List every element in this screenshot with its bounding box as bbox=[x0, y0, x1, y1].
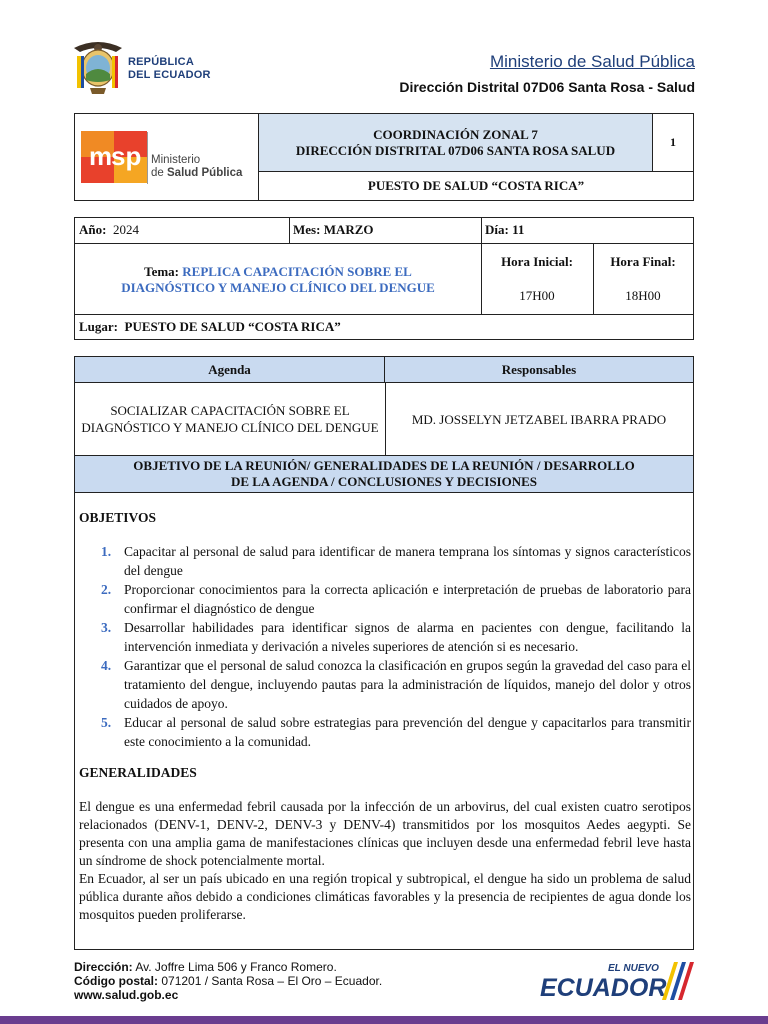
coordination-title-line-1: COORDINACIÓN ZONAL 7 bbox=[373, 126, 538, 142]
end-time-value: 18H00 bbox=[625, 288, 661, 303]
website-link[interactable]: www.salud.gob.ec bbox=[74, 988, 179, 1002]
generalidades-paragraph-2: En Ecuador, al ser un país ubicado en una región tropical y subtropical, el dengue ha sido un problema de salud pública durante años debido a condiciones climáticas favorables y la presencia de recipientes de agua donde los mosquitos pueden proliferarse. bbox=[79, 871, 691, 922]
responsable-name: MD. JOSSELYN JETZABEL IBARRA PRADO bbox=[411, 411, 667, 427]
footer-website[interactable] bbox=[74, 988, 382, 1002]
republic-wordmark bbox=[128, 56, 211, 82]
month-label: Mes: bbox=[293, 222, 321, 237]
msp-logo-line-2-bold: Salud Pública bbox=[167, 167, 243, 179]
topic-label: Tema: bbox=[144, 263, 180, 279]
year-field bbox=[79, 222, 139, 238]
logo-small-text: EL NUEVO bbox=[608, 963, 659, 974]
msp-logo-line-2 bbox=[151, 167, 242, 180]
el-nuevo-ecuador-logo bbox=[540, 958, 696, 1002]
list-number: 1. bbox=[101, 544, 112, 559]
coordination-title-cell bbox=[259, 114, 653, 172]
topic-value-line-2: DIAGNÓSTICO Y MANEJO CLÍNICO DEL DENGUE bbox=[121, 279, 435, 295]
start-time-label: Hora Inicial: bbox=[501, 254, 573, 269]
republic-line-1: REPÚBLICA bbox=[128, 56, 194, 68]
end-time-label: Hora Final: bbox=[610, 254, 676, 269]
agenda-column-header: Agenda bbox=[75, 357, 385, 383]
list-text: Garantizar que el personal de salud conozca la clasificación en grupos según la gravedad del caso para el tratamiento del dengue, incluyendo pautas para la administración de líquidos, manejo del dolor y otros cuidados de apoyo. bbox=[124, 658, 691, 711]
page-number: 1 bbox=[653, 114, 693, 172]
list-text: Capacitar al personal de salud para identificar de manera temprana los síntomas y signos característicos del dengue bbox=[124, 544, 691, 578]
objectives-list bbox=[79, 542, 691, 751]
month-field bbox=[293, 222, 374, 238]
ministry-title: Ministerio de Salud Pública bbox=[489, 52, 695, 71]
svg-text:m: m bbox=[89, 141, 113, 171]
document-header-table bbox=[74, 113, 694, 201]
postal-label: Código postal: bbox=[74, 974, 158, 988]
postal-value: 071201 / Santa Rosa – El Oro – Ecuador. bbox=[161, 974, 383, 988]
list-text: Desarrollar habilidades para identificar signos de alarma en pacientes con dengue, facilitando la intervención inmediata y derivación a niveles superiores de atención si es necesario. bbox=[124, 620, 691, 654]
msp-logo-line-1: Ministerio bbox=[151, 154, 201, 166]
coat-of-arms-icon bbox=[70, 38, 126, 96]
list-number: 5. bbox=[101, 715, 112, 730]
objective-section-header bbox=[75, 455, 693, 493]
msp-logo-line-2-pre: de bbox=[151, 167, 167, 179]
list-number: 3. bbox=[101, 620, 112, 635]
agenda-item: SOCIALIZAR CAPACITACIÓN SOBRE EL DIAGNÓSTICO Y MANEJO CLÍNICO DEL DENGUE bbox=[81, 403, 379, 435]
district-title: Dirección Distrital 07D06 Santa Rosa - Salud bbox=[399, 79, 695, 95]
generalidades-paragraph-1: El dengue es una enfermedad febril causada por la infección de un arbovirus, del cual existen cuatro serotipos relacionados (DENV-1, DENV-2, DENV-3 y DENV-4) transmitidos por los mosquitos Aedes aegypti. Se presenta con una amplia gama de manifestaciones clínicas que incluyen desde una enfermedad febril leve hasta un síndrome de shock potencialmente mortal. bbox=[79, 799, 691, 868]
list-item bbox=[79, 713, 691, 751]
address-value: Av. Joffre Lima 506 y Franco Romero. bbox=[135, 960, 337, 974]
republic-line-2: DEL ECUADOR bbox=[128, 69, 211, 81]
month-value: MARZO bbox=[323, 222, 374, 237]
minutes-body bbox=[79, 493, 691, 924]
generalidades-title: GENERALIDADES bbox=[79, 765, 197, 780]
year-value: 2024 bbox=[112, 222, 139, 237]
list-item bbox=[79, 656, 691, 713]
place-label: Lugar: bbox=[79, 319, 118, 334]
logo-divider bbox=[147, 132, 149, 184]
footer-color-bar bbox=[0, 1016, 768, 1024]
list-item bbox=[79, 542, 691, 580]
coordination-title-line-2: DIRECCIÓN DISTRITAL 07D06 SANTA ROSA SALUD bbox=[295, 142, 616, 158]
health-post-title: PUESTO DE SALUD “COSTA RICA” bbox=[367, 178, 585, 193]
day-value: 11 bbox=[512, 222, 525, 237]
msp-logo-cell bbox=[75, 114, 259, 200]
responsables-column-header: Responsables bbox=[385, 357, 693, 383]
objective-header-line-2: DE LA AGENDA / CONCLUSIONES Y DECISIONES bbox=[230, 474, 538, 489]
info-divider bbox=[289, 218, 290, 243]
start-time-value: 17H00 bbox=[519, 288, 555, 303]
year-label: Año: bbox=[79, 222, 107, 237]
msp-logo-icon bbox=[81, 131, 147, 183]
place-value: PUESTO DE SALUD “COSTA RICA” bbox=[124, 319, 341, 334]
list-item bbox=[79, 618, 691, 656]
msp-logo-text bbox=[151, 154, 242, 180]
list-text: Educar al personal de salud sobre estrategias para prevención del dengue y capacitarlos para transmitir este conocimiento a la comunidad. bbox=[124, 715, 691, 749]
footer-contact bbox=[74, 960, 382, 1002]
footer-address bbox=[74, 960, 382, 974]
topic-field bbox=[75, 244, 481, 315]
day-field bbox=[485, 222, 524, 238]
objectives-title: OBJETIVOS bbox=[79, 510, 157, 525]
objective-header-line-1: OBJETIVO DE LA REUNIÓN/ GENERALIDADES DE LA REUNIÓN / DESARROLLO bbox=[133, 458, 635, 473]
list-number: 4. bbox=[101, 658, 112, 673]
place-field bbox=[79, 319, 341, 335]
topic-value-line-1: REPLICA CAPACITACIÓN SOBRE EL bbox=[182, 263, 412, 279]
svg-text:sp: sp bbox=[111, 141, 142, 171]
agenda-table bbox=[74, 356, 694, 950]
footer-postal bbox=[74, 974, 382, 988]
list-text: Proporcionar conocimientos para la correcta aplicación e interpretación de pruebas de laboratorio para confirmar el diagnóstico de dengue bbox=[124, 582, 691, 616]
day-label: Día: bbox=[485, 222, 509, 237]
list-item bbox=[79, 580, 691, 618]
list-number: 2. bbox=[101, 582, 112, 597]
address-label: Dirección: bbox=[74, 960, 133, 974]
logo-big-text: ECUADOR bbox=[540, 974, 667, 1002]
meeting-info-table bbox=[74, 217, 694, 340]
